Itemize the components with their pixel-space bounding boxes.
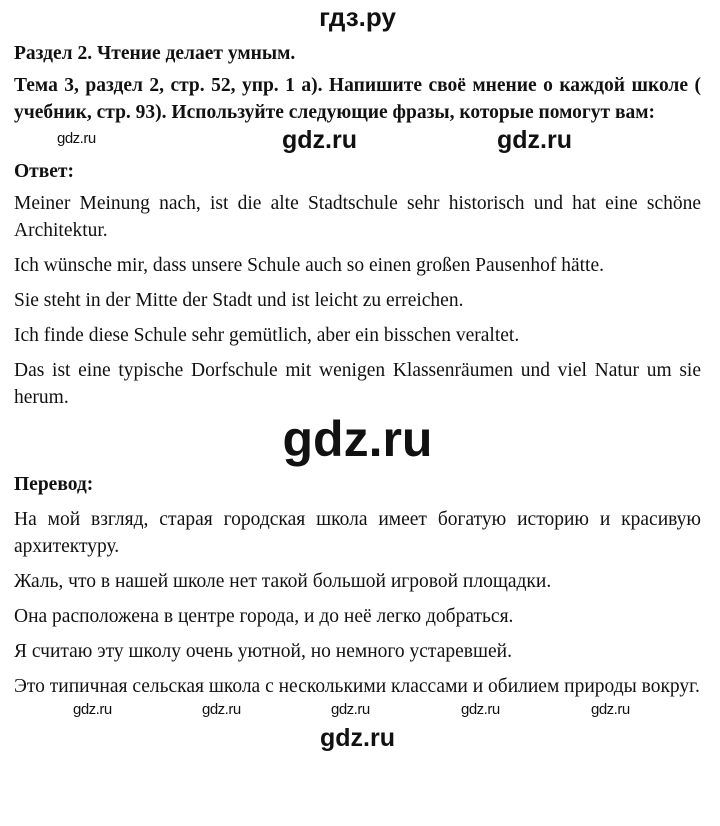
answer-line: Ich wünsche mir, dass unsere Schule auch so einen großen Pausenhof hätte.: [14, 255, 605, 276]
translation-line: Она расположена в центре города, и до неё легко добраться.: [14, 606, 514, 627]
task-text: Тема 3, раздел 2, стр. 52, упр. 1 a). Напишите своё мнение о каждой школе ( учебник, стр. 93). Используйте следующие фразы, которые помогут вам:: [14, 75, 701, 123]
watermark-row: [14, 700, 701, 720]
answer-line: Meiner Meinung nach, ist die alte Stadtschule sehr historisch und hat eine schöne Architektur.: [14, 193, 701, 241]
section-title: Раздел 2. Чтение делает умным.: [14, 43, 296, 64]
watermark: gdz.ru: [497, 126, 572, 154]
watermark-row: [14, 126, 701, 154]
translation-line: Жаль, что в нашей школе нет такой большой игровой площадки.: [14, 571, 552, 592]
watermark: gdz.ru: [461, 701, 500, 718]
watermark: gdz.ru: [202, 701, 241, 718]
watermark: gdz.ru: [331, 701, 370, 718]
watermark: gdz.ru: [282, 411, 433, 467]
translation-label: Перевод:: [14, 474, 94, 495]
answer-line: Sie steht in der Mitte der Stadt und ist leicht zu erreichen.: [14, 290, 464, 311]
answer-line: Ich finde diese Schule sehr gemütlich, aber ein bisschen veraltet.: [14, 325, 520, 346]
translation-line: На мой взгляд, старая городская школа имеет богатую историю и красивую архитектуру.: [14, 509, 701, 557]
answer-label: Ответ:: [14, 161, 75, 182]
watermark: gdz.ru: [282, 126, 357, 154]
translation-line: Я считаю эту школу очень уютной, но немного устаревшей.: [14, 641, 512, 662]
watermark: gdz.ru: [320, 724, 395, 752]
answer-line: Das ist eine typische Dorfschule mit wenigen Klassenräumen und viel Natur um sie herum.: [14, 360, 701, 408]
translation-line: Это типичная сельская школа с несколькими классами и обилием природы вокруг.: [14, 676, 700, 697]
watermark: gdz.ru: [73, 701, 112, 718]
site-header: гдз.ру: [319, 2, 396, 32]
watermark: gdz.ru: [591, 701, 630, 718]
watermark: gdz.ru: [57, 130, 96, 147]
